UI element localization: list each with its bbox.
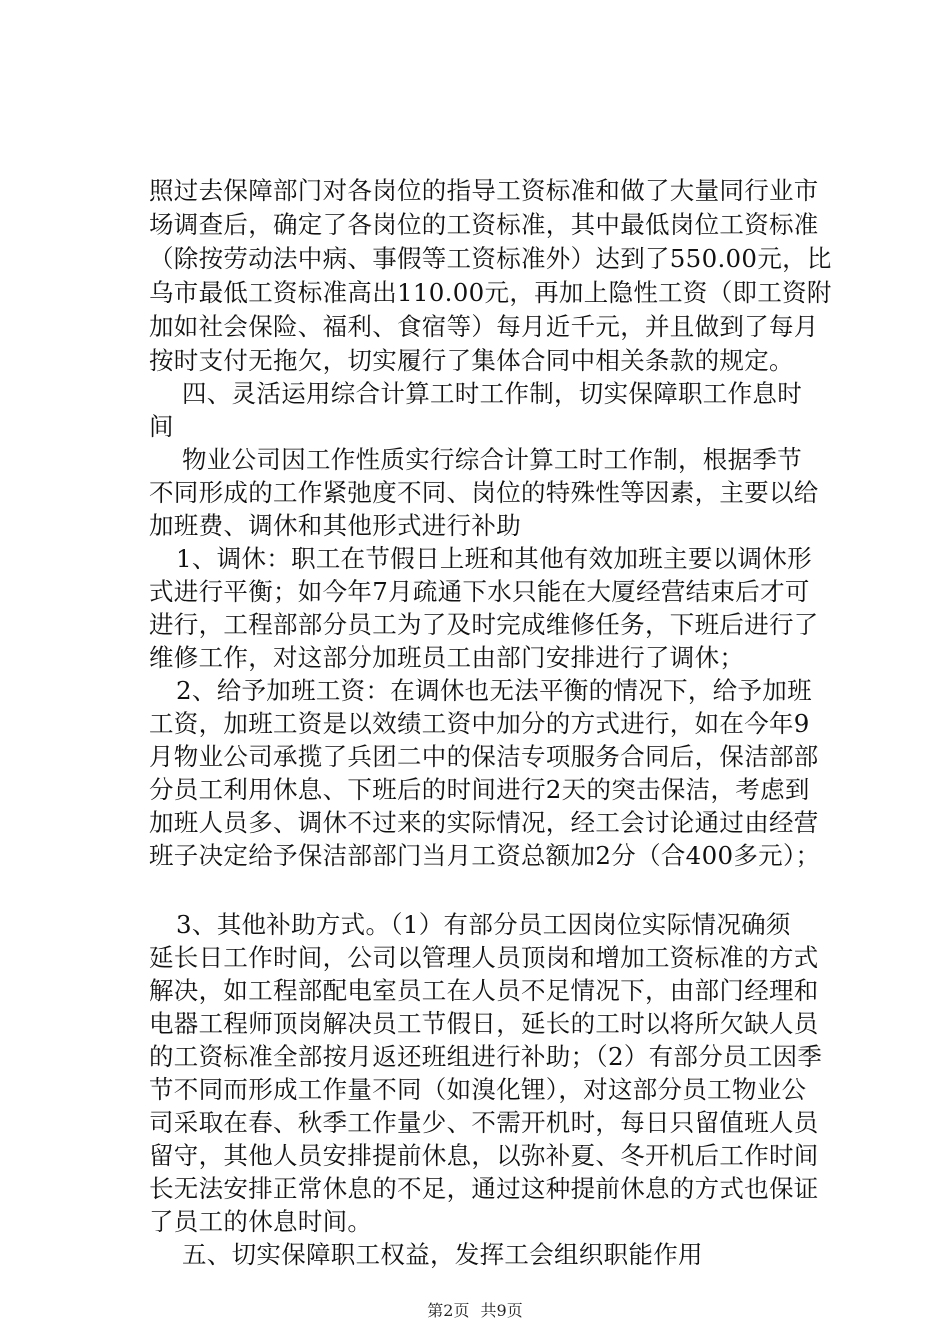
text-line: 3、其他补助方式。（1）有部分员工因岗位实际情况确须: [176, 910, 791, 939]
text-line: 式进行平衡；如今年7月疏通下水只能在大厦经营结束后才可: [149, 577, 810, 606]
text-line: 了员工的休息时间。: [149, 1207, 373, 1236]
text-line: 加班人员多、调休不过来的实际情况，经工会讨论通过由经营: [149, 808, 819, 837]
text-line: 加如社会保险、福利、食宿等）每月近千元，并且做到了每月: [149, 312, 819, 341]
text-line: 长无法安排正常休息的不足，通过这种提前休息的方式也保证: [149, 1174, 819, 1203]
text-line: 不同形成的工作紧弛度不同、岗位的特殊性等因素，主要以给: [149, 478, 819, 507]
text-line: 2、给予加班工资：在调休也无法平衡的情况下，给予加班: [176, 676, 812, 705]
text-line: 进行，工程部部分员工为了及时完成维修任务，下班后进行了: [149, 610, 819, 639]
text-line: （除按劳动法中病、事假等工资标准外）达到了550.00元，比: [149, 244, 832, 273]
text-line: 电器工程师顶岗解决员工节假日，延长的工时以将所欠缺人员: [149, 1009, 819, 1038]
text-line: 分员工利用休息、下班后的时间进行2天的突击保洁，考虑到: [149, 775, 810, 804]
text-line: 场调查后，确定了各岗位的工资标准，其中最低岗位工资标准: [149, 210, 819, 239]
text-line: 留守，其他人员安排提前休息，以弥补夏、冬开机后工作时间: [149, 1141, 819, 1170]
text-line: 节不同而形成工作量不同（如溴化锂），对这部分员工物业公: [149, 1075, 807, 1104]
text-line: 1、调休：职工在节假日上班和其他有效加班主要以调休形: [176, 544, 812, 573]
text-line: 乌市最低工资标准高出110.00元，再加上隐性工资（即工资附: [149, 278, 832, 307]
section-heading: 四、灵活运用综合计算工时工作制，切实保障职工作息时: [182, 379, 802, 408]
text-line: 司采取在春、秋季工作量少、不需开机时，每日只留值班人员: [149, 1108, 819, 1137]
text-line: 工资，加班工资是以效绩工资中加分的方式进行，如在今年9: [149, 709, 810, 738]
section-heading: 五、切实保障职工权益，发挥工会组织职能作用: [182, 1240, 703, 1269]
text-line: 物业公司因工作性质实行综合计算工时工作制，根据季节: [182, 445, 802, 474]
text-line: 维修工作，对这部分加班员工由部门安排进行了调休；: [149, 643, 745, 672]
page-number: 第2页: [427, 1301, 470, 1320]
text-line: 解决，如工程部配电室员工在人员不足情况下，由部门经理和: [149, 976, 819, 1005]
text-line: 月物业公司承揽了兵团二中的保洁专项服务合同后，保洁部部: [149, 742, 819, 771]
page-total: 共9页: [480, 1301, 523, 1320]
text-line: 加班费、调休和其他形式进行补助: [149, 511, 521, 540]
text-line: 延长日工作时间，公司以管理人员顶岗和增加工资标准的方式: [149, 943, 819, 972]
text-line: 班子决定给予保洁部部门当月工资总额加2分（合400多元）；: [149, 841, 821, 870]
text-line: 照过去保障部门对各岗位的指导工资标准和做了大量同行业市: [149, 176, 819, 205]
section-heading: 间: [149, 412, 174, 441]
page-footer: [0, 1301, 950, 1321]
text-line: 的工资标准全部按月返还班组进行补助；（2）有部分员工因季: [149, 1042, 823, 1071]
text-line: 按时支付无拖欠，切实履行了集体合同中相关条款的规定。: [149, 346, 794, 375]
